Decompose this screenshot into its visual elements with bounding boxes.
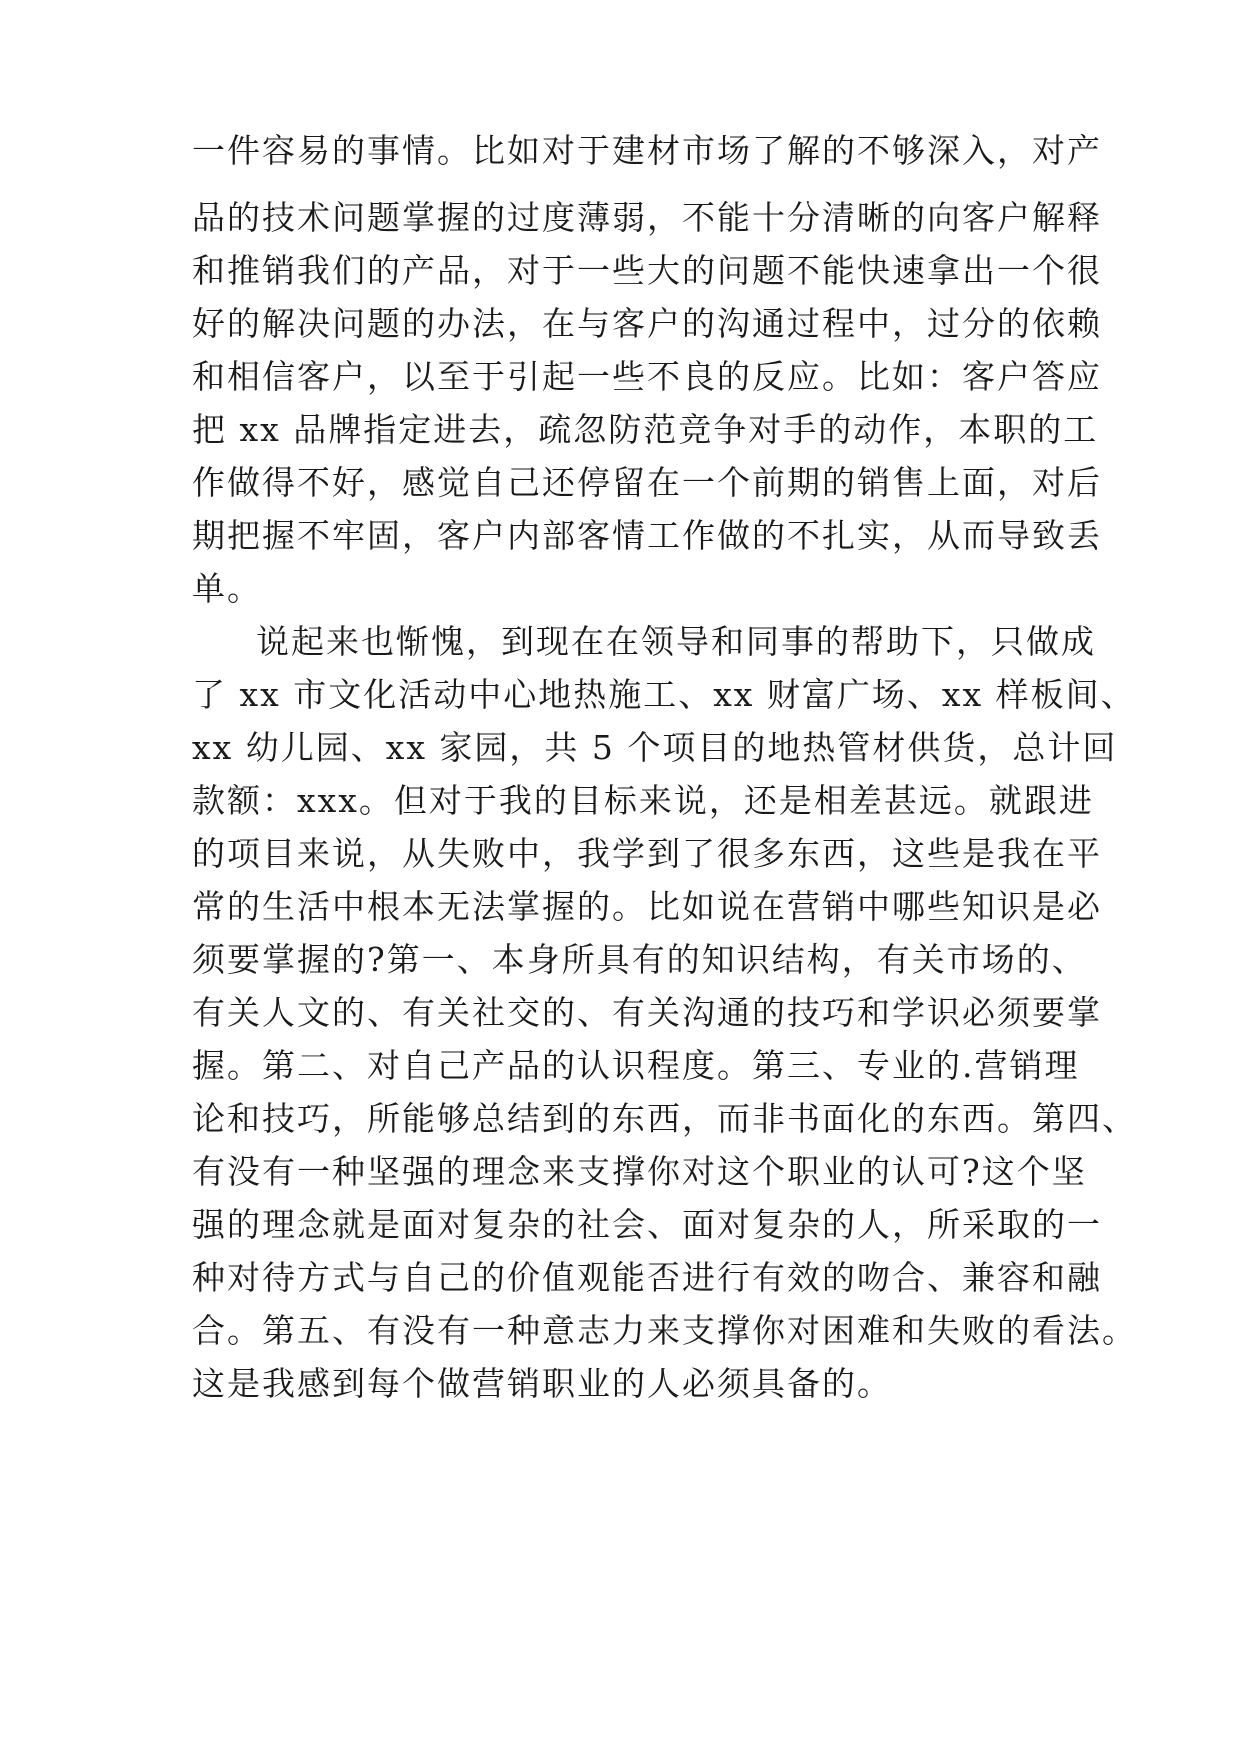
paragraph-2-line-14: 合。第五、有没有一种意志力来支撑你对困难和失败的看法。	[192, 1311, 1137, 1350]
paragraph-1-line-3: 和推销我们的产品，对于一些大的问题不能快速拿出一个很	[192, 251, 1102, 290]
paragraph-2-line-13: 种对待方式与自己的价值观能否进行有效的吻合、兼容和融	[192, 1258, 1102, 1297]
paragraph-2-line-4: 款额：xxx。但对于我的目标来说，还是相差甚远。就跟进	[192, 781, 1094, 820]
paragraph-2-line-2: 了 xx 市文化活动中心地热施工、xx 财富广场、xx 样板间、	[192, 675, 1136, 714]
paragraph-2-line-15: 这是我感到每个做营销职业的人必须具备的。	[192, 1364, 892, 1403]
paragraph-2-line-5: 的项目来说，从失败中，我学到了很多东西，这些是我在平	[192, 834, 1102, 873]
paragraph-2-line-8: 有关人文的、有关社交的、有关沟通的技巧和学识必须要掌	[192, 993, 1102, 1032]
paragraph-1-line-2: 品的技术问题掌握的过度薄弱，不能十分清晰的向客户解释	[192, 198, 1102, 237]
paragraph-2-line-7: 须要掌握的?第一、本身所具有的知识结构，有关市场的、	[192, 940, 1087, 979]
paragraph-2-line-10: 论和技巧，所能够总结到的东西，而非书面化的东西。第四、	[192, 1099, 1137, 1138]
paragraph-2-line-1: 说起来也惭愧，到现在在领导和同事的帮助下，只做成	[256, 622, 1096, 661]
paragraph-2-line-6: 常的生活中根本无法掌握的。比如说在营销中哪些知识是必	[192, 887, 1102, 926]
paragraph-1-line-9: 单。	[192, 569, 262, 608]
paragraph-1-line-5: 和相信客户，以至于引起一些不良的反应。比如：客户答应	[192, 357, 1102, 396]
paragraph-1-line-7: 作做得不好，感觉自己还停留在一个前期的销售上面，对后	[192, 463, 1102, 502]
paragraph-2-line-3: xx 幼儿园、xx 家园，共 5 个项目的地热管材供货，总计回	[192, 728, 1118, 767]
paragraph-2-line-11: 有没有一种坚强的理念来支撑你对这个职业的认可?这个坚	[192, 1152, 1087, 1191]
paragraph-1-line-4: 好的解决问题的办法，在与客户的沟通过程中，过分的依赖	[192, 304, 1102, 343]
paragraph-1-line-1: 一件容易的事情。比如对于建材市场了解的不够深入，对产	[192, 131, 1102, 170]
paragraph-2-line-9: 握。第二、对自己产品的认识程度。第三、专业的.营销理	[192, 1046, 1080, 1085]
paragraph-2-line-12: 强的理念就是面对复杂的社会、面对复杂的人，所采取的一	[192, 1205, 1102, 1244]
paragraph-1-line-6: 把 xx 品牌指定进去，疏忽防范竞争对手的动作，本职的工	[192, 410, 1099, 449]
paragraph-1-line-8: 期把握不牢固，客户内部客情工作做的不扎实，从而导致丢	[192, 516, 1102, 555]
